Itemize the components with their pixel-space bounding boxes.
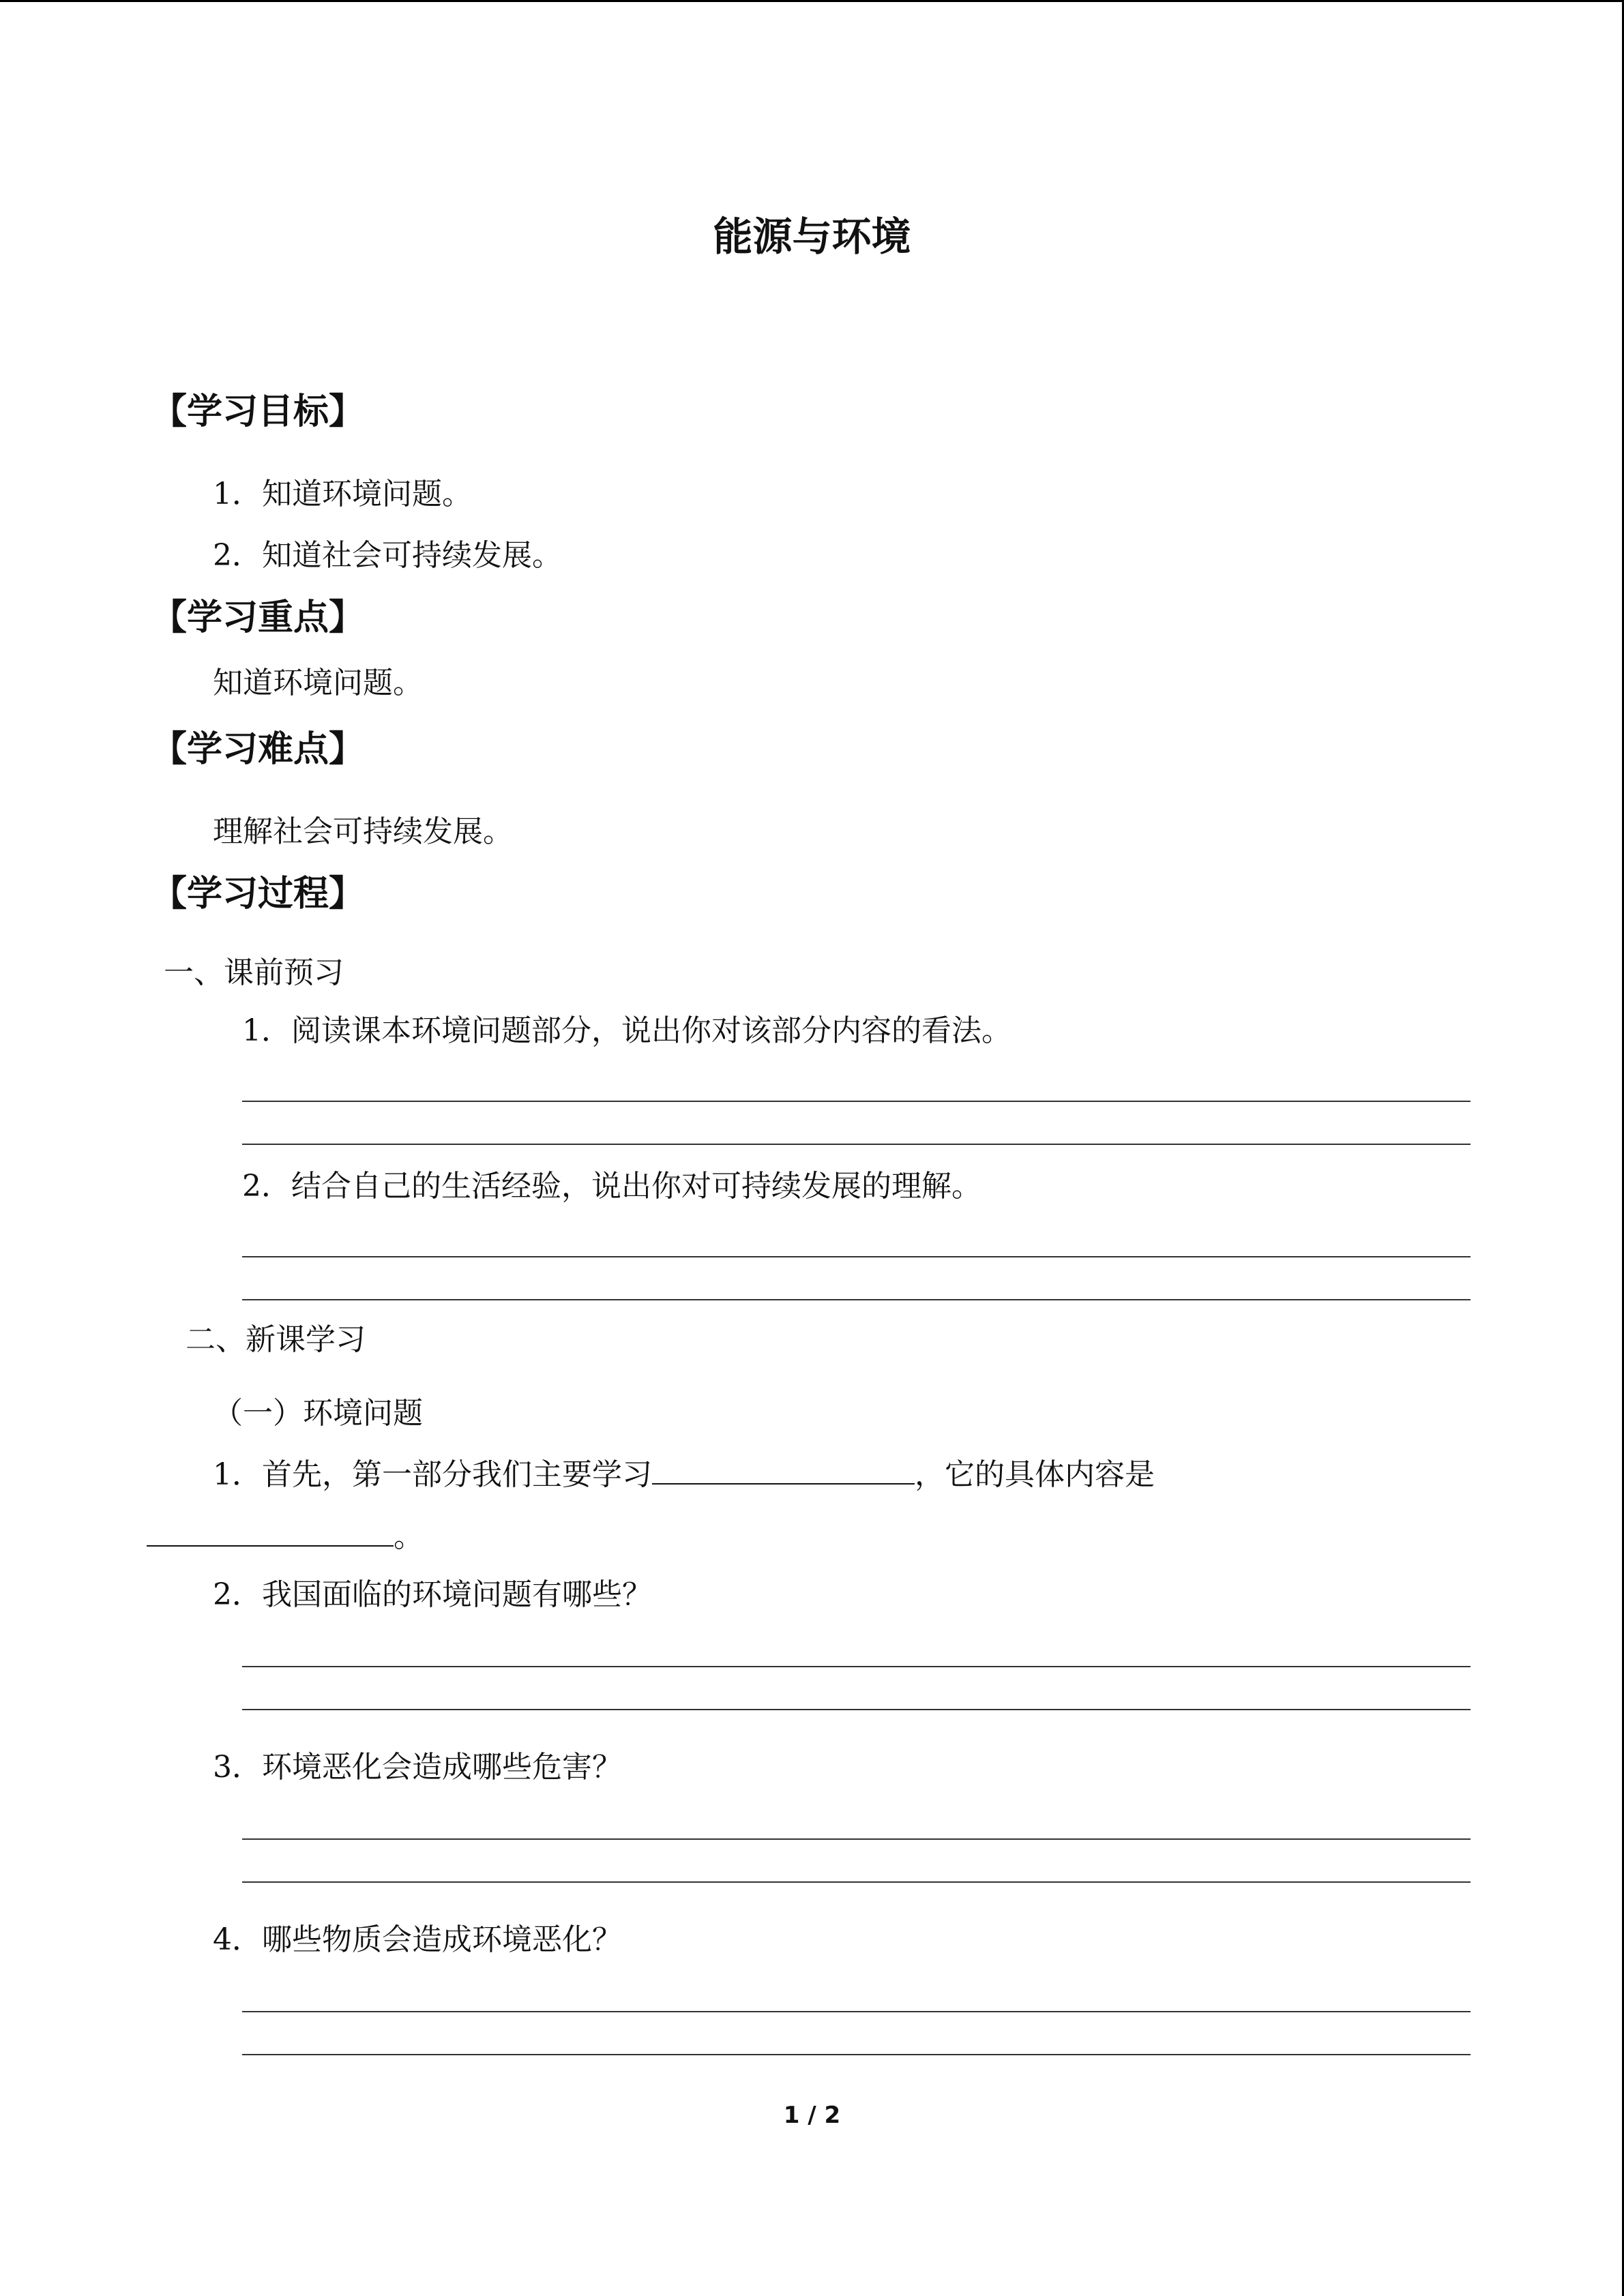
new-lesson-subsection-1: （一）环境问题 (213, 1396, 423, 1431)
new-lesson-title: 二、新课学习 (186, 1322, 366, 1357)
page-border-top (0, 0, 1624, 2)
goal-item-1: 1．知道环境问题。 (213, 477, 472, 511)
answer-line[interactable] (242, 1299, 1471, 1300)
goals-heading: 【学习目标】 (151, 391, 365, 432)
key-points-heading: 【学习重点】 (151, 597, 365, 638)
answer-line[interactable] (242, 1256, 1471, 1257)
goal-item-2: 2．知道社会可持续发展。 (213, 538, 562, 573)
answer-line[interactable] (242, 1838, 1471, 1840)
answer-line[interactable] (242, 1144, 1471, 1145)
answer-line[interactable] (242, 1666, 1471, 1667)
fill-blank[interactable] (147, 1544, 394, 1547)
page-title: 能源与环境 (713, 213, 911, 260)
answer-line[interactable] (242, 1881, 1471, 1883)
new-lesson-question-3: 3．环境恶化会造成哪些危害？ (213, 1750, 622, 1785)
answer-line[interactable] (242, 2054, 1471, 2055)
fill-in-question-1 (213, 1457, 1155, 1492)
difficulties-heading: 【学习难点】 (151, 728, 365, 770)
key-points-text: 知道环境问题。 (213, 666, 423, 700)
answer-line[interactable] (242, 2011, 1471, 2012)
fill-blank[interactable] (652, 1482, 915, 1485)
question-1-end: 。 (394, 1519, 424, 1554)
preview-question-2: 2．结合自己的生活经验，说出你对可持续发展的理解。 (242, 1169, 981, 1204)
question-1-prefix: 1．首先，第一部分我们主要学习 (213, 1457, 652, 1492)
fill-in-question-1-continued (147, 1519, 424, 1554)
new-lesson-question-4: 4．哪些物质会造成环境恶化？ (213, 1922, 622, 1957)
answer-line[interactable] (242, 1101, 1471, 1102)
new-lesson-question-2: 2．我国面临的环境问题有哪些？ (213, 1577, 652, 1612)
preview-question-1: 1．阅读课本环境问题部分，说出你对该部分内容的看法。 (242, 1013, 1012, 1048)
page-number: 1 / 2 (783, 2102, 841, 2129)
process-heading: 【学习过程】 (151, 873, 365, 914)
difficulties-text: 理解社会可持续发展。 (213, 814, 513, 849)
preview-title: 一、课前预习 (164, 955, 344, 990)
answer-line[interactable] (242, 1709, 1471, 1710)
question-1-middle: ，它的具体内容是 (915, 1457, 1155, 1492)
